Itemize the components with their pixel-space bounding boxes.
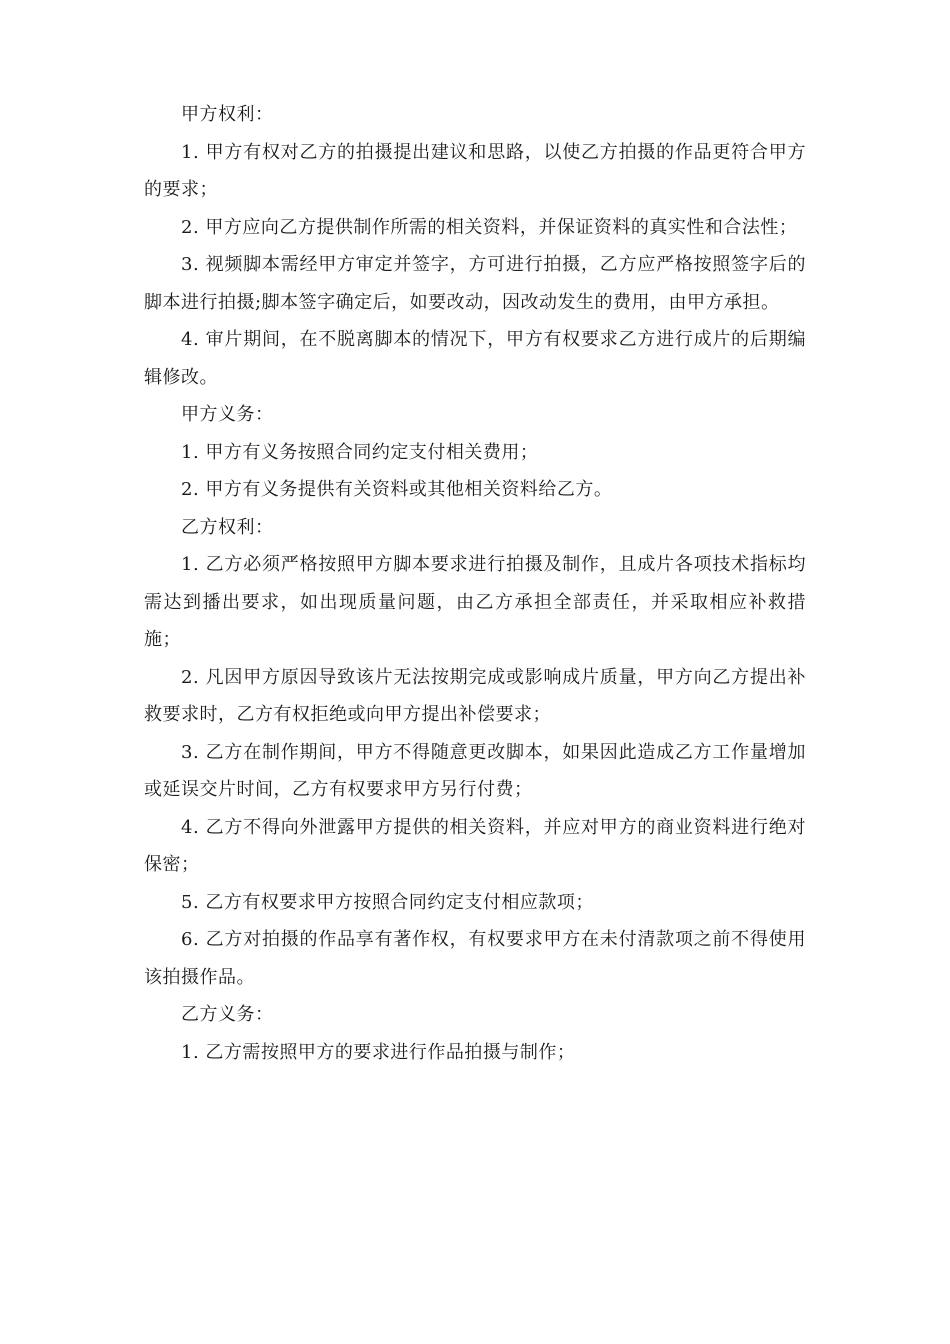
paragraph: 1. 乙方必须严格按照甲方脚本要求进行拍摄及制作，且成片各项技术指标均需达到播出要求，如出现质量问题，由乙方承担全部责任，并采取相应补救措施； bbox=[144, 554, 806, 650]
section-heading-party-a-obligations: 甲方义务： bbox=[181, 404, 274, 425]
paragraph: 1. 甲方有义务按照合同约定支付相关费用； bbox=[181, 441, 539, 463]
paragraph: 4. 乙方不得向外泄露甲方提供的相关资料，并应对甲方的商业资料进行绝对保密； bbox=[144, 816, 806, 875]
section-heading-party-b-obligations: 乙方义务： bbox=[181, 1004, 274, 1025]
document-body bbox=[144, 96, 806, 1071]
paragraph: 5. 乙方有权要求甲方按照合同约定支付相应款项； bbox=[181, 891, 594, 913]
paragraph: 2. 甲方应向乙方提供制作所需的相关资料，并保证资料的真实性和合法性； bbox=[181, 216, 798, 238]
section-heading-party-a-rights: 甲方权利： bbox=[181, 104, 274, 125]
paragraph: 2. 甲方有义务提供有关资料或其他相关资料给乙方。 bbox=[181, 479, 613, 500]
paragraph: 1. 甲方有权对乙方的拍摄提出建议和思路，以使乙方拍摄的作品更符合甲方的要求； bbox=[144, 141, 806, 200]
paragraph: 4. 审片期间，在不脱离脚本的情况下，甲方有权要求乙方进行成片的后期编辑修改。 bbox=[144, 329, 806, 388]
paragraph: 1. 乙方需按照甲方的要求进行作品拍摄与制作； bbox=[181, 1041, 576, 1063]
paragraph: 2. 凡因甲方原因导致该片无法按期完成或影响成片质量，甲方向乙方提出补救要求时，乙方有权拒绝或向甲方提出补偿要求； bbox=[144, 666, 806, 725]
paragraph: 3. 乙方在制作期间，甲方不得随意更改脚本，如果因此造成乙方工作量增加 或延误交片时间，乙方有权要求甲方另行付费； bbox=[144, 741, 806, 800]
section-heading-party-b-rights: 乙方权利： bbox=[181, 516, 274, 538]
paragraph: 6. 乙方对拍摄的作品享有著作权，有权要求甲方在未付清款项之前不得使用该拍摄作品。 bbox=[144, 929, 806, 988]
paragraph: 3. 视频脚本需经甲方审定并签字，方可进行拍摄，乙方应严格按照签字后的脚本进行拍摄;脚本签字确定后，如要改动，因改动发生的费用，由甲方承担。 bbox=[144, 254, 806, 313]
